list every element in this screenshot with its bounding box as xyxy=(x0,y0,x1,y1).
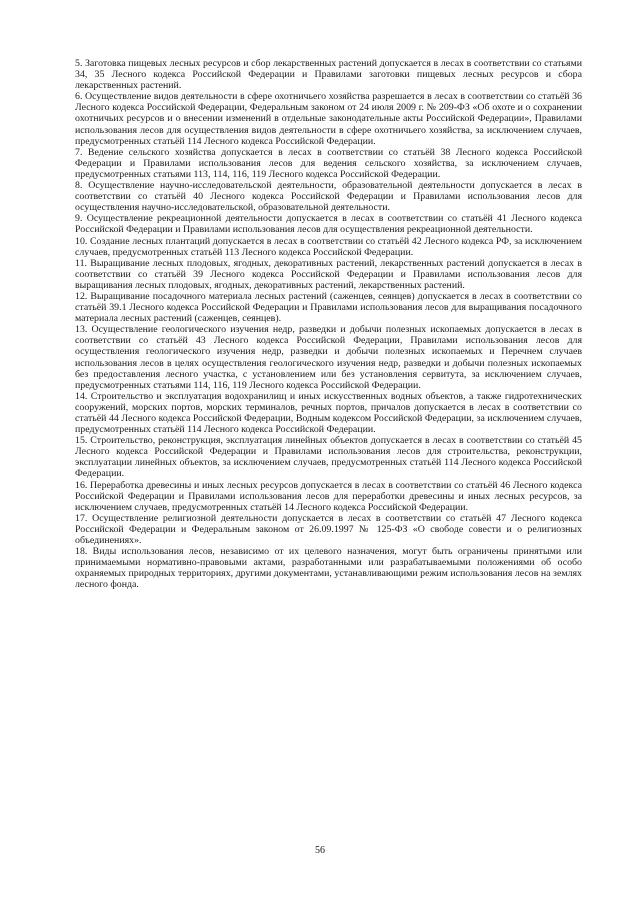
paragraph-item-9: 9. Осуществление рекреационной деятельности допускается в лесах в соответствии со статьёй 41 Лесного кодекса Российской Федерации и Правилами использования лесов для осуществления рекреационной деятельности. xyxy=(75,213,582,236)
paragraph-item-13: 13. Осуществление геологического изучения недр, разведки и добычи полезных ископаемых допускается в лесах в соответствии со статьёй 43 Лесного кодекса Российской Федерации, Правилами использования лесов для осуществления геологического изучения недр, разведки и добычи полезных ископаемых и Перечнем случаев использования лесов в целях осуществления геологического изучения недр, разведки и добычи полезных ископаемых без предоставления лесного участка, с установлением или без установления сервитута, за исключением случаев, предусмотренных статьями 114, 116, 119 Лесного кодекса Российской Федерации. xyxy=(75,324,582,391)
paragraph-item-10: 10. Создание лесных плантаций допускается в лесах в соответствии со статьёй 42 Лесного кодекса РФ, за исключением случаев, предусмотренных статьёй 113 Лесного кодекса Российской Федерации. xyxy=(75,235,582,258)
paragraph-item-11: 11. Выращивание лесных плодовых, ягодных, декоративных растений, лекарственных растений допускается в лесах в соответствии со статьёй 39 Лесного кодекса Российской Федерации и Правилами использования лесов для выращивания лесных плодовых, ягодных, декоративных растений, лекарственных растений. xyxy=(75,257,582,291)
paragraph-item-16: 16. Переработка древесины и иных лесных ресурсов допускается в лесах в соответствии со статьёй 46 Лесного кодекса Российской Федерации и Правилами использования лесов для переработки древесины и иных лесных ресурсов, за исключением случаев, предусмотренных статьёй 14 Лесного кодекса Российской Федерации. xyxy=(75,479,582,513)
paragraph-item-6: 6. Осуществление видов деятельности в сфере охотничьего хозяйства разрешается в лесах в соответствии со статьёй 36 Лесного кодекса Российской Федерации, Федеральным законом от 24 июля 2009 г. № 209-ФЗ «Об охоте и о сохранении охотничьих ресурсов и о внесении изменений в отдельные законодательные акты Российской Федерации», Правилами использования лесов для осуществления видов деятельности в сфере охотничьего хозяйства, за исключением случаев, предусмотренных статьёй 114 Лесного кодекса Российской Федерации. xyxy=(75,91,582,147)
paragraph-item-5: 5. Заготовка пищевых лесных ресурсов и сбор лекарственных растений допускается в лесах в соответствии со статьями 34, 35 Лесного кодекса Российской Федерации и Правилами заготовки пищевых лесных ресурсов и сбора лекарственных растений. xyxy=(75,58,582,92)
paragraph-item-12: 12. Выращивание посадочного материала лесных растений (саженцев, сеянцев) допускается в лесах в соответствии со статьёй 39.1 Лесного кодекса Российской Федерации и Правилами использования лесов для выращивания посадочного материала лесных растений (саженцев, сеянцев). xyxy=(75,290,582,325)
paragraph-item-14: 14. Строительство и эксплуатация водохранилищ и иных искусственных водных объектов, а также гидротехнических сооружений, морских портов, морских терминалов, речных портов, причалов допускается в лесах в соответствии со статьёй 44 Лесного кодекса Российской Федерации, Водным кодексом Российской Федерации, за исключением случаев, предусмотренных статьёй 114 Лесного кодекса Российской Федерации. xyxy=(75,390,582,436)
page-number: 56 xyxy=(315,845,325,856)
paragraph-item-7: 7. Ведение сельского хозяйства допускается в лесах в соответствии со статьёй 38 Лесного кодекса Российской Федерации и Правилами использования лесов для ведения сельского хозяйства, за исключением случаев, предусмотренных статьями 113, 114, 116, 119 Лесного кодекса Российской Федерации. xyxy=(75,146,582,180)
paragraph-item-15: 15. Строительство, реконструкция, эксплуатация линейных объектов допускается в лесах в соответствии со статьёй 45 Лесного кодекса Российской Федерации и Правилами использования лесов для строительства, реконструкции, эксплуатации линейных объектов, за исключением случаев, предусмотренных статьёй 114 Лесного кодекса Российской Федерации. xyxy=(75,435,582,480)
paragraph-item-18: 18. Виды использования лесов, независимо от их целевого назначения, могут быть ограничены принятыми или принимаемыми нормативно-правовыми актами, разработанными или разрабатываемыми положениями об особо охраняемых природных территориях, другими документами, устанавливающими режим использования лесов на землях лесного фонда. xyxy=(75,546,582,591)
paragraph-item-8: 8. Осуществление научно-исследовательской деятельности, образовательной деятельности допускается в лесах в соответствии со статьёй 40 Лесного кодекса Российской Федерации и Правилами использования лесов для осуществления научно-исследовательской, образовательной деятельности. xyxy=(75,180,582,214)
paragraph-item-17: 17. Осуществление религиозной деятельности допускается в лесах в соответствии со статьёй 47 Лесного кодекса Российской Федерации и Федеральным законом от 26.09.1997 № 125-ФЗ «О свободе совести и о религиозных объединениях». xyxy=(75,512,582,547)
document-body xyxy=(75,58,582,858)
